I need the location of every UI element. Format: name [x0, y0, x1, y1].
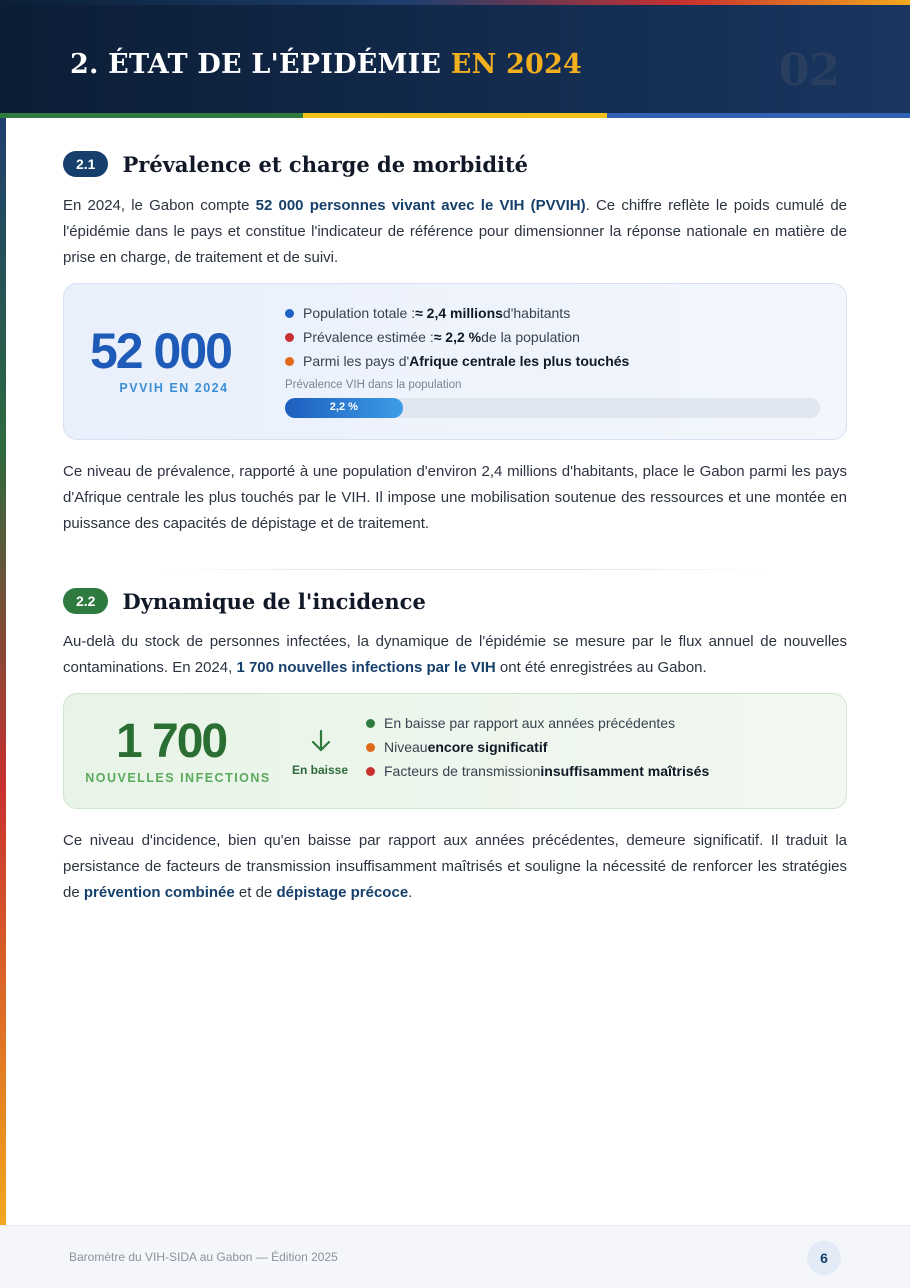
bullet-level: Niveau encore significatif [366, 739, 547, 755]
prevalence-bar-value: 2,2 % [329, 401, 358, 413]
chapter-number: 02 [778, 45, 840, 96]
section-badge: 2.1 [63, 151, 108, 177]
pvvih-big-number: 52 000 [90, 323, 231, 379]
chapter-title: 2. ÉTAT DE L'ÉPIDÉMIE EN 2024 [70, 49, 583, 80]
prevalence-bar-track [285, 398, 820, 418]
chapter-header [0, 5, 910, 113]
pvvih-big-label: PVVIH EN 2024 [119, 381, 229, 395]
prevalence-bar-fill [285, 398, 403, 418]
prevalence-bar-label: Prévalence VIH dans la population [285, 379, 462, 391]
section-divider [160, 569, 770, 570]
bullet-prevalence: Prévalence estimée : ≈ 2,2 % de la population [285, 329, 580, 345]
prevalence-card [63, 283, 847, 440]
bullet-dot [366, 743, 375, 752]
incidence-card [63, 693, 847, 809]
page-number: 6 [807, 1241, 841, 1275]
section-2-2-heading [63, 588, 426, 614]
infections-big-label: NOUVELLES INFECTIONS [85, 771, 271, 785]
bullet-dot [366, 767, 375, 776]
bullet-transmission: Facteurs de transmission insuffisamment maîtrisés [366, 763, 709, 779]
bullet-dot [285, 357, 294, 366]
footer-text: Baromètre du VIH-SIDA au Gabon — Édition 2025 [69, 1250, 338, 1264]
bullet-dot [366, 719, 375, 728]
bullet-region: Parmi les pays d' Afrique centrale les plus touchés [285, 353, 629, 369]
section-badge: 2.2 [63, 588, 108, 614]
bullet-dot [285, 333, 294, 342]
arrow-down-icon [308, 728, 334, 754]
chapter-title-accent: EN 2024 [450, 49, 583, 80]
section-title: Prévalence et charge de morbidité [122, 151, 529, 177]
trend-label: En baisse [292, 763, 349, 777]
section-2-2-intro: Au-delà du stock de personnes infectées, la dynamique de l'épidémie se mesure par le flux annuel de nouvelles contaminations. En 2024, 1 700 nouvelles infections par le VIH ont été enregistrées au Gabon. [63, 633, 847, 676]
section-2-1-intro: En 2024, le Gabon compte 52 000 personnes vivant avec le VIH (PVVIH). Ce chiffre reflète le poids cumulé de l'épidémie dans le pays et constitue l'indicateur de référence pour dimensionner la réponse nationale en matière de prise en charge, de traitement et de suivi. [63, 197, 848, 266]
section-2-2-analysis: Ce niveau d'incidence, bien qu'en baisse par rapport aux années précédentes, demeure significatif. Il traduit la persistance de facteurs de transmission insuffisamment maîtrisés et souligne la nécessité de renforcer les stratégies de prévention combinée et de dépistage précoce. [63, 832, 847, 901]
section-title: Dynamique de l'incidence [122, 588, 426, 614]
side-accent-bar [0, 118, 6, 1230]
bullet-dot [285, 309, 294, 318]
section-2-1-heading [63, 151, 528, 177]
section-2-1-analysis: Ce niveau de prévalence, rapporté à une population d'environ 2,4 millions d'habitants, place le Gabon parmi les pays d'Afrique centrale les plus touchés par le VIH. Il impose une mobilisation soutenue des ressources et une montée en puissance des capacités de dépistage et de traitement. [63, 463, 847, 532]
bullet-trend: En baisse par rapport aux années précédentes [366, 715, 675, 731]
infections-big-number: 1 700 [116, 715, 227, 768]
page-footer [0, 1225, 910, 1288]
bullet-population: Population totale : ≈ 2,4 millions d'habitants [285, 305, 570, 321]
flag-stripe [0, 113, 910, 118]
